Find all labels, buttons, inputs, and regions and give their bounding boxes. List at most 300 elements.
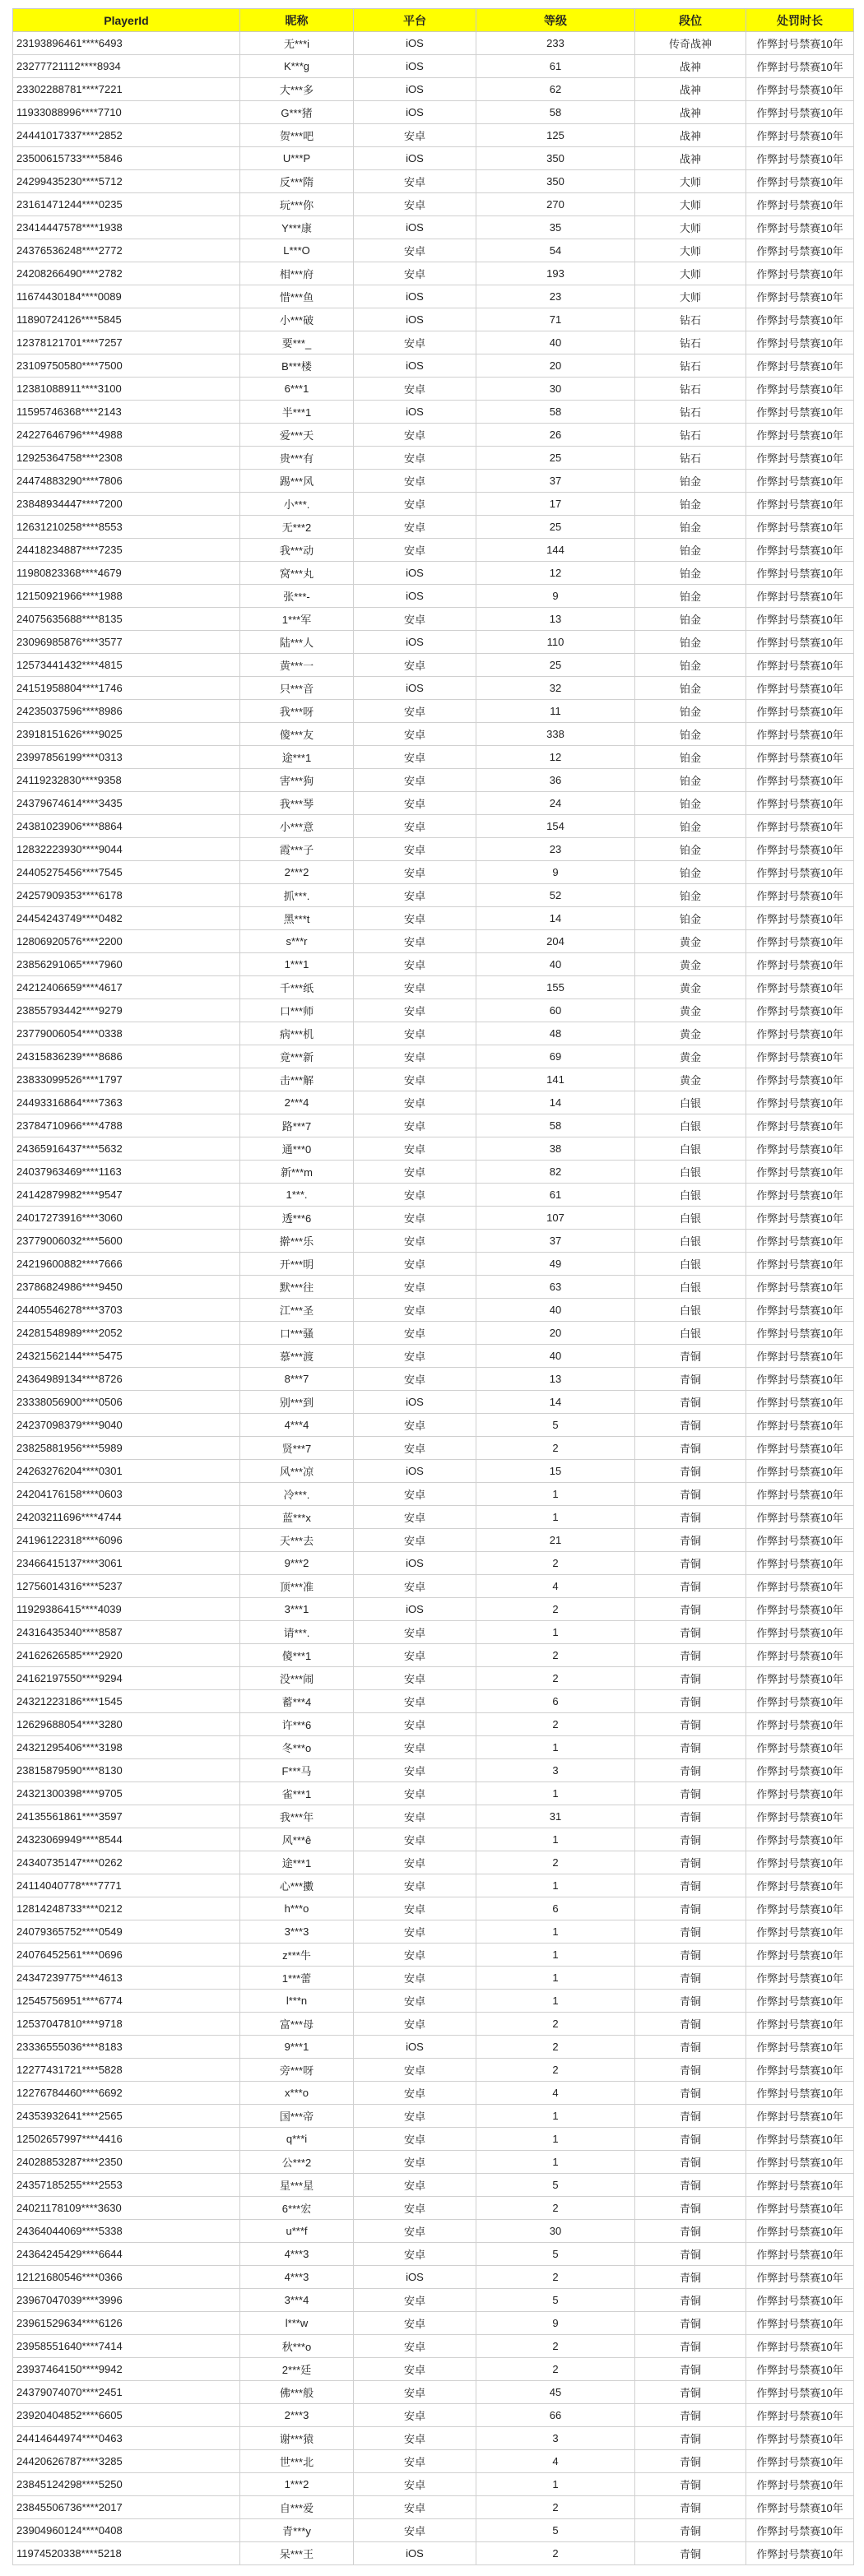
cell-nickname: 贵***有 [240,447,354,470]
table-row [13,1667,854,1690]
cell-player-id: 24212406659****4617 [13,976,240,999]
cell-penalty: 作弊封号禁赛10年 [746,2013,854,2036]
cell-level: 12 [476,746,635,769]
table-row [13,262,854,285]
table-row [13,516,854,539]
cell-nickname: 冷***. [240,1483,354,1506]
cell-nickname: 8***7 [240,1368,354,1391]
cell-platform: 安卓 [354,378,476,401]
cell-level: 2 [476,1437,635,1460]
cell-platform: iOS [354,354,476,378]
table-row [13,2312,854,2335]
cell-platform: 安卓 [354,2059,476,2082]
cell-platform: 安卓 [354,815,476,838]
cell-penalty: 作弊封号禁赛10年 [746,1690,854,1713]
cell-rank: 白银 [635,1230,746,1253]
cell-player-id: 23109750580****7500 [13,354,240,378]
table-row [13,1575,854,1598]
cell-rank: 大师 [635,239,746,262]
cell-player-id: 24227646796****4988 [13,424,240,447]
cell-nickname: 旁***呀 [240,2059,354,2082]
cell-player-id: 24237098379****9040 [13,1414,240,1437]
cell-platform: 安卓 [354,1137,476,1161]
cell-platform: 安卓 [354,2128,476,2151]
cell-nickname: Y***康 [240,216,354,239]
cell-nickname: 霞***子 [240,838,354,861]
cell-rank: 青铜 [635,2542,746,2565]
cell-player-id: 11674430184****0089 [13,285,240,308]
cell-penalty: 作弊封号禁赛10年 [746,2243,854,2266]
cell-player-id: 23904960124****0408 [13,2519,240,2542]
cell-nickname: 富***母 [240,2013,354,2036]
cell-rank: 青铜 [635,1713,746,1736]
cell-platform: 安卓 [354,1897,476,1920]
cell-platform: 安卓 [354,2519,476,2542]
cell-level: 14 [476,1091,635,1114]
cell-penalty: 作弊封号禁赛10年 [746,562,854,585]
cell-player-id: 23302288781****7221 [13,78,240,101]
cell-player-id: 24340735147****0262 [13,1851,240,1874]
cell-nickname: 2***廷 [240,2358,354,2381]
cell-penalty: 作弊封号禁赛10年 [746,1207,854,1230]
table-row [13,1690,854,1713]
cell-player-id: 24321223186****1545 [13,1690,240,1713]
cell-rank: 白银 [635,1161,746,1184]
cell-player-id: 23414447578****1938 [13,216,240,239]
cell-rank: 青铜 [635,2197,746,2220]
cell-penalty: 作弊封号禁赛10年 [746,147,854,170]
cell-platform: iOS [354,78,476,101]
cell-nickname: u***f [240,2220,354,2243]
table-row [13,216,854,239]
header-player-id: PlayerId [13,9,240,32]
cell-nickname: 江***圣 [240,1299,354,1322]
cell-nickname: F***马 [240,1759,354,1782]
cell-platform: 安卓 [354,907,476,930]
cell-level: 6 [476,1690,635,1713]
cell-rank: 青铜 [635,1598,746,1621]
table-row [13,2059,854,2082]
cell-nickname: K***g [240,55,354,78]
cell-level: 1 [476,1736,635,1759]
cell-level: 15 [476,1460,635,1483]
cell-level: 204 [476,930,635,953]
cell-platform: 安卓 [354,1644,476,1667]
cell-player-id: 12502657997****4416 [13,2128,240,2151]
cell-penalty: 作弊封号禁赛10年 [746,1091,854,1114]
cell-level: 6 [476,1897,635,1920]
cell-platform: 安卓 [354,1575,476,1598]
cell-platform: iOS [354,32,476,55]
cell-platform: 安卓 [354,447,476,470]
cell-level: 5 [476,2519,635,2542]
cell-rank: 铂金 [635,470,746,493]
cell-level: 82 [476,1161,635,1184]
cell-platform: 安卓 [354,1736,476,1759]
cell-nickname: 透***6 [240,1207,354,1230]
cell-platform: iOS [354,285,476,308]
cell-rank: 钻石 [635,424,746,447]
cell-nickname: 窝***丸 [240,562,354,585]
cell-platform: iOS [354,1598,476,1621]
cell-level: 5 [476,2289,635,2312]
cell-nickname: 3***1 [240,1598,354,1621]
cell-level: 31 [476,1805,635,1828]
cell-player-id: 23845506736****2017 [13,2496,240,2519]
cell-rank: 青铜 [635,2151,746,2174]
cell-platform: 安卓 [354,1045,476,1068]
cell-nickname: 无***2 [240,516,354,539]
cell-level: 52 [476,884,635,907]
cell-level: 13 [476,1368,635,1391]
cell-nickname: 2***3 [240,2404,354,2427]
cell-level: 1 [476,2151,635,2174]
cell-nickname: 别***到 [240,1391,354,1414]
cell-platform: 安卓 [354,2358,476,2381]
table-body [13,32,854,2565]
cell-level: 20 [476,354,635,378]
cell-penalty: 作弊封号禁赛10年 [746,1529,854,1552]
cell-rank: 铂金 [635,516,746,539]
cell-level: 1 [476,1782,635,1805]
cell-level: 40 [476,331,635,354]
cell-player-id: 24028853287****2350 [13,2151,240,2174]
cell-platform: iOS [354,101,476,124]
cell-penalty: 作弊封号禁赛10年 [746,884,854,907]
cell-nickname: 6***宏 [240,2197,354,2220]
cell-rank: 白银 [635,1184,746,1207]
cell-player-id: 23833099526****1797 [13,1068,240,1091]
cell-platform: 安卓 [354,2450,476,2473]
cell-level: 1 [476,2128,635,2151]
cell-player-id: 12832223930****9044 [13,838,240,861]
cell-level: 2 [476,1667,635,1690]
cell-platform: 安卓 [354,861,476,884]
cell-player-id: 24376536248****2772 [13,239,240,262]
table-row [13,1391,854,1414]
cell-nickname: 病***机 [240,1022,354,1045]
cell-rank: 白银 [635,1091,746,1114]
cell-player-id: 12756014316****5237 [13,1575,240,1598]
cell-nickname: 大***多 [240,78,354,101]
cell-player-id: 24219600882****7666 [13,1253,240,1276]
cell-platform: 安卓 [354,1851,476,1874]
table-row [13,2013,854,2036]
cell-level: 63 [476,1276,635,1299]
cell-platform: 安卓 [354,1759,476,1782]
cell-platform: 安卓 [354,884,476,907]
cell-penalty: 作弊封号禁赛10年 [746,1575,854,1598]
cell-penalty: 作弊封号禁赛10年 [746,2335,854,2358]
cell-platform: 安卓 [354,1990,476,2013]
cell-player-id: 24017273916****3060 [13,1207,240,1230]
cell-level: 4 [476,2450,635,2473]
cell-rank: 铂金 [635,769,746,792]
table-row [13,1506,854,1529]
cell-platform: 安卓 [354,976,476,999]
cell-rank: 白银 [635,1207,746,1230]
cell-nickname: 陆***人 [240,631,354,654]
cell-rank: 黄金 [635,1022,746,1045]
table-row [13,170,854,193]
cell-platform: 安卓 [354,1276,476,1299]
cell-nickname: 风***ê [240,1828,354,1851]
cell-rank: 青铜 [635,1575,746,1598]
cell-nickname: 佛***般 [240,2381,354,2404]
cell-penalty: 作弊封号禁赛10年 [746,101,854,124]
cell-rank: 青铜 [635,1990,746,2013]
cell-level: 30 [476,378,635,401]
cell-platform: 安卓 [354,2404,476,2427]
table-row [13,424,854,447]
cell-level: 40 [476,953,635,976]
table-row [13,2128,854,2151]
cell-player-id: 24379674614****3435 [13,792,240,815]
cell-penalty: 作弊封号禁赛10年 [746,723,854,746]
cell-penalty: 作弊封号禁赛10年 [746,32,854,55]
cell-nickname: 星***星 [240,2174,354,2197]
cell-penalty: 作弊封号禁赛10年 [746,1621,854,1644]
cell-rank: 青铜 [635,2358,746,2381]
cell-penalty: 作弊封号禁赛10年 [746,401,854,424]
cell-nickname: q***i [240,2128,354,2151]
cell-platform: 安卓 [354,239,476,262]
cell-rank: 青铜 [635,2312,746,2335]
cell-rank: 青铜 [635,1920,746,1944]
cell-platform: 安卓 [354,1805,476,1828]
cell-level: 38 [476,1137,635,1161]
table-row [13,147,854,170]
cell-penalty: 作弊封号禁赛10年 [746,2151,854,2174]
table-row [13,1091,854,1114]
cell-penalty: 作弊封号禁赛10年 [746,78,854,101]
cell-platform: iOS [354,147,476,170]
table-row [13,539,854,562]
cell-rank: 青铜 [635,2450,746,2473]
cell-player-id: 24315836239****8686 [13,1045,240,1068]
header-rank: 段位 [635,9,746,32]
cell-level: 2 [476,2542,635,2565]
table-row [13,101,854,124]
cell-rank: 铂金 [635,700,746,723]
cell-rank: 铂金 [635,861,746,884]
cell-nickname: 天***去 [240,1529,354,1552]
cell-platform: 安卓 [354,746,476,769]
cell-level: 2 [476,2197,635,2220]
cell-level: 2 [476,2266,635,2289]
cell-platform: 安卓 [354,1667,476,1690]
cell-player-id: 24119232830****9358 [13,769,240,792]
cell-penalty: 作弊封号禁赛10年 [746,1068,854,1091]
cell-platform: 安卓 [354,1414,476,1437]
cell-level: 141 [476,1068,635,1091]
ban-list-container [12,8,853,2565]
cell-penalty: 作弊封号禁赛10年 [746,2220,854,2243]
cell-penalty: 作弊封号禁赛10年 [746,608,854,631]
cell-platform: 安卓 [354,1506,476,1529]
cell-player-id: 24474883290****7806 [13,470,240,493]
cell-nickname: l***n [240,1990,354,2013]
cell-level: 58 [476,1114,635,1137]
table-row [13,1207,854,1230]
cell-platform: iOS [354,631,476,654]
cell-penalty: 作弊封号禁赛10年 [746,308,854,331]
cell-rank: 青铜 [635,1529,746,1552]
cell-level: 2 [476,1598,635,1621]
cell-platform: 安卓 [354,170,476,193]
cell-level: 110 [476,631,635,654]
cell-level: 2 [476,1552,635,1575]
cell-penalty: 作弊封号禁赛10年 [746,2266,854,2289]
cell-platform: 安卓 [354,1345,476,1368]
cell-penalty: 作弊封号禁赛10年 [746,2358,854,2381]
cell-penalty: 作弊封号禁赛10年 [746,1184,854,1207]
cell-nickname: s***r [240,930,354,953]
table-row [13,1414,854,1437]
cell-penalty: 作弊封号禁赛10年 [746,1299,854,1322]
cell-penalty: 作弊封号禁赛10年 [746,1967,854,1990]
cell-platform: 安卓 [354,516,476,539]
cell-nickname: 顶***准 [240,1575,354,1598]
cell-level: 350 [476,170,635,193]
cell-platform: 安卓 [354,262,476,285]
table-row [13,1322,854,1345]
table-row [13,1299,854,1322]
table-row [13,631,854,654]
cell-rank: 战神 [635,124,746,147]
cell-level: 154 [476,815,635,838]
table-row [13,193,854,216]
cell-platform: 安卓 [354,1161,476,1184]
cell-rank: 青铜 [635,2128,746,2151]
cell-platform: 安卓 [354,1068,476,1091]
cell-nickname: 通***0 [240,1137,354,1161]
cell-penalty: 作弊封号禁赛10年 [746,2174,854,2197]
cell-penalty: 作弊封号禁赛10年 [746,2105,854,2128]
cell-rank: 黄金 [635,976,746,999]
cell-platform: 安卓 [354,2151,476,2174]
table-row [13,976,854,999]
cell-nickname: 相***府 [240,262,354,285]
cell-rank: 青铜 [635,1621,746,1644]
cell-rank: 青铜 [635,1967,746,1990]
cell-nickname: 没***闹 [240,1667,354,1690]
cell-rank: 黄金 [635,1068,746,1091]
cell-penalty: 作弊封号禁赛10年 [746,1253,854,1276]
cell-platform: 安卓 [354,2105,476,2128]
cell-platform: 安卓 [354,1690,476,1713]
header-penalty: 处罚时长 [746,9,854,32]
cell-player-id: 24281548989****2052 [13,1322,240,1345]
cell-player-id: 12121680546****0366 [13,2266,240,2289]
cell-level: 4 [476,2082,635,2105]
cell-level: 24 [476,792,635,815]
cell-level: 2 [476,1713,635,1736]
cell-level: 2 [476,2013,635,2036]
cell-platform: 安卓 [354,1529,476,1552]
cell-player-id: 24299435230****5712 [13,170,240,193]
table-row [13,2427,854,2450]
cell-nickname: 口***骚 [240,1322,354,1345]
table-row [13,2335,854,2358]
cell-penalty: 作弊封号禁赛10年 [746,1345,854,1368]
table-row [13,1368,854,1391]
table-row [13,1713,854,1736]
cell-penalty: 作弊封号禁赛10年 [746,2473,854,2496]
cell-level: 60 [476,999,635,1022]
table-row [13,1437,854,1460]
cell-level: 9 [476,861,635,884]
cell-player-id: 12806920576****2200 [13,930,240,953]
cell-rank: 白银 [635,1299,746,1322]
cell-platform: 安卓 [354,792,476,815]
cell-platform: iOS [354,55,476,78]
cell-level: 71 [476,308,635,331]
table-row [13,308,854,331]
cell-rank: 青铜 [635,2266,746,2289]
cell-level: 2 [476,1644,635,1667]
cell-penalty: 作弊封号禁赛10年 [746,1552,854,1575]
cell-rank: 青铜 [635,1644,746,1667]
table-row [13,1759,854,1782]
cell-level: 5 [476,1414,635,1437]
cell-platform: iOS [354,677,476,700]
table-row [13,2519,854,2542]
cell-player-id: 11980823368****4679 [13,562,240,585]
table-row [13,239,854,262]
cell-nickname: 呆***王 [240,2542,354,2565]
cell-level: 14 [476,907,635,930]
cell-penalty: 作弊封号禁赛10年 [746,331,854,354]
cell-player-id: 24114040778****7771 [13,1874,240,1897]
cell-level: 13 [476,608,635,631]
cell-penalty: 作弊封号禁赛10年 [746,193,854,216]
cell-platform: iOS [354,308,476,331]
table-header-row [13,9,854,32]
cell-player-id: 24365916437****5632 [13,1137,240,1161]
cell-penalty: 作弊封号禁赛10年 [746,1897,854,1920]
cell-level: 3 [476,2427,635,2450]
table-row [13,124,854,147]
cell-penalty: 作弊封号禁赛10年 [746,838,854,861]
table-row [13,2358,854,2381]
cell-nickname: 贤***7 [240,1437,354,1460]
cell-rank: 青铜 [635,2059,746,2082]
table-row [13,1161,854,1184]
cell-penalty: 作弊封号禁赛10年 [746,2312,854,2335]
table-row [13,2105,854,2128]
cell-nickname: 我***琴 [240,792,354,815]
cell-level: 193 [476,262,635,285]
cell-player-id: 24379074070****2451 [13,2381,240,2404]
table-row [13,930,854,953]
cell-penalty: 作弊封号禁赛10年 [746,1322,854,1345]
cell-rank: 青铜 [635,2289,746,2312]
cell-nickname: 1***蕾 [240,1967,354,1990]
table-row [13,32,854,55]
cell-penalty: 作弊封号禁赛10年 [746,2082,854,2105]
cell-nickname: 玩***你 [240,193,354,216]
cell-platform: 安卓 [354,1944,476,1967]
cell-penalty: 作弊封号禁赛10年 [746,516,854,539]
cell-nickname: 抓***. [240,884,354,907]
cell-player-id: 24135561861****3597 [13,1805,240,1828]
cell-player-id: 24347239775****4613 [13,1967,240,1990]
cell-player-id: 12629688054****3280 [13,1713,240,1736]
cell-player-id: 24441017337****2852 [13,124,240,147]
cell-player-id: 23338056900****0506 [13,1391,240,1414]
cell-level: 1 [476,1944,635,1967]
